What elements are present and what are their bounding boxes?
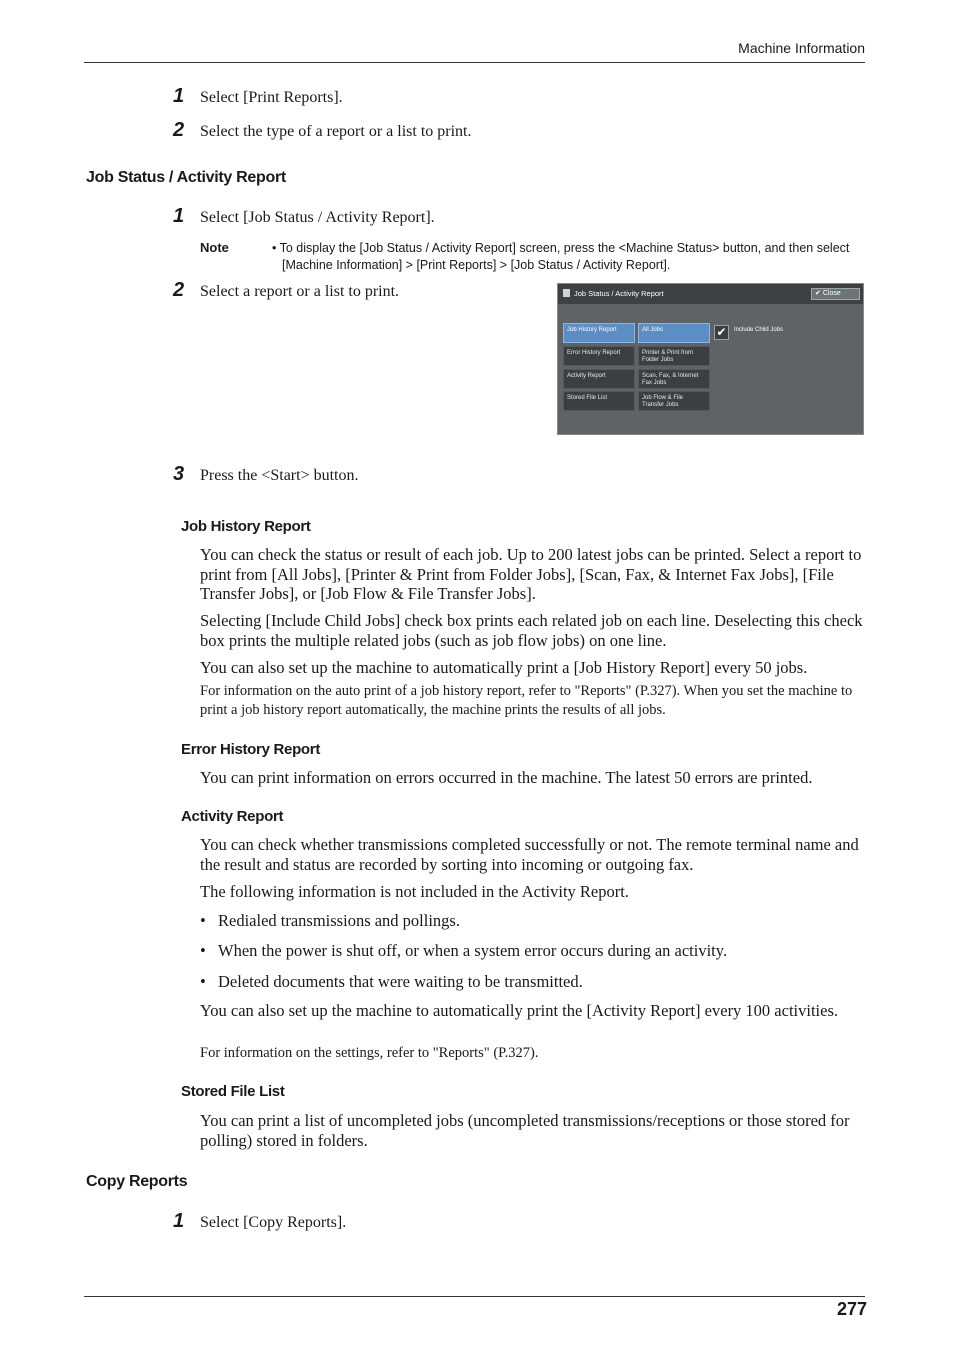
bullet-item: Redialed transmissions and pollings.: [218, 911, 460, 930]
note-text: • To display the [Job Status / Activity Report] screen, press the <Machine Status> button, and then select [Machine Information] > [Print Reports] > [Job Status / Activity Report].: [272, 241, 850, 272]
running-header: Machine Information: [738, 40, 865, 56]
scan-fax-jobs-button: Scan, Fax, & Internet Fax Jobs: [638, 369, 710, 389]
close-button: [811, 288, 860, 300]
bullet-marker: •: [200, 972, 206, 991]
step-text: Press the <Start> button.: [200, 467, 359, 484]
reference-note: For information on the auto print of a job history report, refer to "Reports" (P.327). When you set the machine to print a job history report automatically, the machine prints the results of all jobs.: [200, 683, 853, 718]
paragraph: You can also set up the machine to automatically print a [Job History Report] every 50 jobs.: [200, 658, 808, 677]
paragraph: You can print a list of uncompleted jobs (uncompleted transmissions/receptions or those stored for polling) stored in folders.: [200, 1111, 850, 1150]
step-number: 1: [173, 205, 185, 227]
paragraph: Selecting [Include Child Jobs] check box prints each related job on each line. Deselecting this check box prints the multiple related jobs (such as job flow jobs) on one line.: [200, 611, 863, 650]
include-child-jobs-label: Include Child Jobs: [734, 327, 784, 333]
job-status-screen-image: [557, 283, 864, 435]
page-number: 277: [836, 1299, 867, 1319]
step-text: Select a report or a list to print.: [200, 283, 400, 300]
reference-note: For information on the settings, refer to "Reports" (P.327).: [200, 1045, 539, 1061]
step-text: Select the type of a report or a list to print.: [200, 123, 472, 140]
subsection-heading: Error History Report: [181, 741, 321, 758]
stored-file-list-button: Stored File List: [563, 391, 635, 411]
note-label: Note: [200, 240, 229, 255]
step-text: Select [Print Reports].: [200, 89, 343, 106]
subsection-heading: Job History Report: [181, 518, 311, 535]
bullet-item: When the power is shut off, or when a system error occurs during an activity.: [218, 941, 728, 960]
subsection-heading: Activity Report: [181, 808, 284, 825]
bullet-marker: •: [200, 911, 206, 930]
paragraph: You can also set up the machine to automatically print the [Activity Report] every 100 activities.: [200, 1001, 838, 1020]
paragraph: You can check whether transmissions completed successfully or not. The remote terminal name and the result and status are recorded by sorting into incoming or outgoing fax.: [200, 835, 859, 874]
job-flow-transfer-jobs-button: Job Flow & File Transfer Jobs: [638, 391, 710, 411]
paragraph: You can print information on errors occurred in the machine. The latest 50 errors are printed.: [200, 768, 813, 787]
paragraph: You can check the status or result of each job. Up to 200 latest jobs can be printed. Select a report to print from [All Jobs], [Printer & Print from Folder Jobs], [Scan, Fax, & Internet Fax Jobs], [File Transfer Jobs], or [Job Flow & File Transfer Jobs].: [200, 545, 862, 603]
document-icon: [563, 289, 570, 297]
section-heading: Copy Reports: [86, 1173, 188, 1190]
section-heading: Job Status / Activity Report: [86, 169, 286, 186]
screen-title-bar: [558, 284, 863, 304]
footer-rule: [84, 1296, 865, 1297]
close-label: Close: [822, 290, 841, 297]
step-number: 3: [173, 463, 185, 485]
step-text: Select [Job Status / Activity Report].: [200, 209, 435, 226]
paragraph: The following information is not included in the Activity Report.: [200, 882, 629, 901]
subsection-heading: Stored File List: [181, 1083, 285, 1100]
step-number: 1: [173, 1210, 185, 1232]
activity-report-button: Activity Report: [563, 369, 635, 389]
all-jobs-button: All Jobs: [638, 323, 710, 343]
step-number: 1: [173, 85, 185, 107]
printer-print-folder-jobs-button: Printer & Print from Folder Jobs: [638, 346, 710, 366]
step-text: Select [Copy Reports].: [200, 1214, 347, 1231]
bullet-item: Deleted documents that were waiting to be transmitted.: [218, 972, 583, 991]
check-icon: ✔: [815, 290, 821, 297]
bullet-marker: •: [200, 941, 206, 960]
step-number: 2: [173, 279, 185, 301]
job-history-report-button: Job History Report: [563, 323, 635, 343]
include-child-jobs-checkbox: ✔: [714, 325, 729, 340]
screen-title: Job Status / Activity Report: [574, 289, 664, 298]
header-rule: [84, 62, 865, 63]
error-history-report-button: Error History Report: [563, 346, 635, 366]
step-number: 2: [173, 119, 185, 141]
